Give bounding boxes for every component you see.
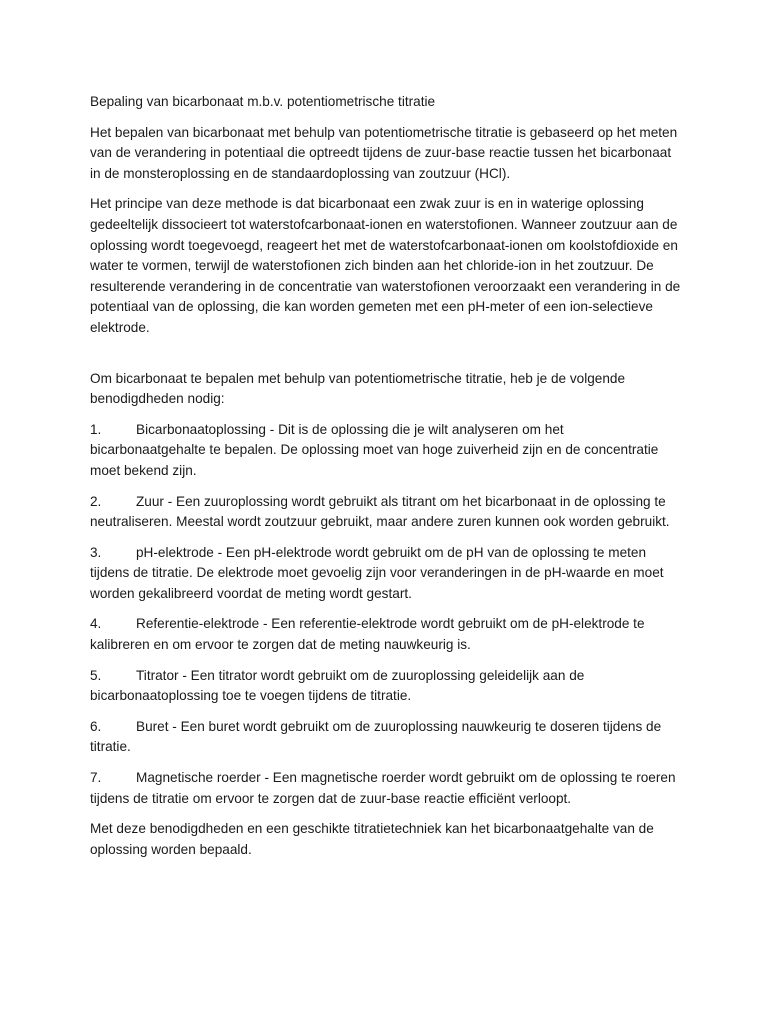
list-item-text: Bicarbonaatoplossing - Dit is de oplossing die je wilt analyseren om het bicarbonaatgehalte te bepalen. De oplossing moet van hoge zuiverheid zijn en de concentratie moet bekend zijn. — [90, 421, 659, 478]
list-item-text: Referentie-elektrode - Een referentie-elektrode wordt gebruikt om de pH-elektrode te kalibreren en om ervoor te zorgen dat de meting nauwkeurig is. — [90, 616, 645, 653]
list-item-text: Titrator - Een titrator wordt gebruikt om de zuuroplossing geleidelijk aan de bicarbonaatoplossing toe te voegen tijdens de titratie. — [90, 667, 585, 704]
list-item-number: 5. — [90, 667, 102, 683]
list-item — [90, 717, 682, 758]
list-item-number: 4. — [90, 616, 102, 632]
list-item-text: pH-elektrode - Een pH-elektrode wordt gebruikt om de pH van de oplossing te meten tijdens de titratie. De elektrode moet gevoelig zijn voor veranderingen in de pH-waarde en moet worden gekalibreerd voordat de meting wordt gestart. — [90, 544, 664, 601]
list-item-text: Magnetische roerder - Een magnetische roerder wordt gebruikt om de oplossing te roeren tijdens de titratie om ervoor te zorgen dat de zuur-base reactie efficiënt verloopt. — [90, 770, 676, 806]
list-item-number: 3. — [90, 544, 102, 560]
paragraph-spacer — [90, 349, 682, 369]
list-item — [90, 420, 682, 482]
list-item-number: 6. — [90, 718, 102, 734]
list-item — [90, 768, 682, 809]
list-item-number: 1. — [90, 421, 102, 437]
list-item-number: 7. — [90, 770, 102, 786]
paragraph-conclusion: Met deze benodigdheden en een geschikte titratietechniek kan het bicarbonaatgehalte van de oplossing worden bepaald. — [90, 821, 654, 857]
paragraph-intro-method: Het bepalen van bicarbonaat met behulp van potentiometrische titratie is gebaseerd op het meten van de verandering in potentiaal die optreedt tijdens de zuur-base reactie tussen het bicarbonaat in de monsteroplossing en de standaardoplossing van zoutzuur (HCl). — [90, 124, 678, 181]
list-item — [90, 543, 682, 605]
paragraph-requirements-intro: Om bicarbonaat te bepalen met behulp van potentiometrische titratie, heb je de volgende benodigdheden nodig: — [90, 370, 626, 407]
list-item — [90, 614, 682, 655]
document-page — [90, 92, 682, 870]
list-item-number: 2. — [90, 493, 102, 509]
list-item-text: Zuur - Een zuuroplossing wordt gebruikt als titrant om het bicarbonaat in de oplossing te neutraliseren. Meestal wordt zoutzuur gebruikt, maar andere zuren kunnen ook worden gebruikt. — [90, 493, 670, 530]
paragraph-principle: Het principe van deze methode is dat bicarbonaat een zwak zuur is en in waterige oplossing gedeeltelijk dissocieert tot waterstofcarbonaat-ionen en waterstofionen. Wanneer zoutzuur aan de oplossing wordt toegevoegd, reageert het met de waterstofcarbonaat-ionen om koolstofdioxide en water te vormen, terwijl de waterstofionen zich binden aan het chloride-ion in het zoutzuur. De resulterende verandering in de concentratie van waterstofionen veroorzaakt een verandering in de potentiaal van de oplossing, die kan worden gemeten met een pH-meter of een ion-selectieve elektrode. — [90, 196, 681, 335]
requirements-list — [90, 420, 682, 810]
document-title: Bepaling van bicarbonaat m.b.v. potentiometrische titratie — [90, 94, 436, 109]
list-item — [90, 666, 682, 707]
list-item-text: Buret - Een buret wordt gebruikt om de zuuroplossing nauwkeurig te doseren tijdens de titratie. — [90, 718, 662, 755]
list-item — [90, 492, 682, 533]
